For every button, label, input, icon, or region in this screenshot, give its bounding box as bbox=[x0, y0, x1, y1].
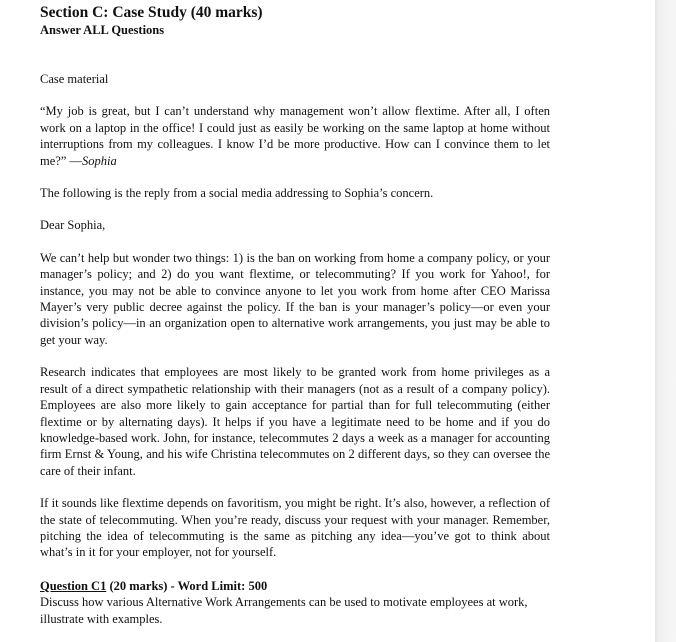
letter-salutation: Dear Sophia, bbox=[40, 218, 106, 233]
page-edge-scroll-area bbox=[655, 0, 676, 642]
case-quote-text: “My job is great, but I can’t understand why management won’t allow flextime. After all, I often work on a laptop in the office! I could just as easily be working on the same laptop at home without interruptions from my colleagues. I know I’d be more productive. How can I convince them to let me?” — bbox=[40, 104, 550, 168]
document-content bbox=[40, 4, 550, 627]
letter-paragraph-2: Research indicates that employees are most likely to be granted work from home privileges as a result of a direct sympathetic relationship with their managers (not as a result of a company policy). Employees are also more likely to gain acceptance for partial than for full telecommuting (either flextime or by alternating days). It helps if you have a legitimate need to be home and if you do knowledge-based work. John, for instance, telecommutes 2 days a week as a manager for accounting firm Ernst & Young, and his wife Christina telecommutes on 2 different days, so they can oversee the care of their infant. bbox=[40, 365, 550, 478]
question-heading bbox=[40, 578, 550, 594]
section-title: Section C: Case Study (40 marks) bbox=[40, 4, 263, 21]
case-quote-author: Sophia bbox=[82, 153, 117, 168]
question-text: Discuss how various Alternative Work Arrangements can be used to motivate employees at work, illustrate with examples. bbox=[40, 595, 528, 626]
case-material-label: Case material bbox=[40, 72, 109, 86]
letter-paragraph-3: If it sounds like flextime depends on favoritism, you might be right. It’s also, however, a reflection of the state of telecommuting. When you’re ready, discuss your request with your manager. Remember, pitching the idea of telecommuting is the same as pitching any idea—you’ve got to think about what’s in it for your employer, not for yourself. bbox=[40, 496, 550, 560]
question-marks: (20 marks) - Word Limit: 500 bbox=[106, 578, 268, 593]
letter-paragraph-1: We can’t help but wonder two things: 1) is the ban on working from home a company policy, or your manager’s policy; and 2) do you want flextime, or telecommuting? If you work for Yahoo!, for instance, you may not be able to convince anyone to let you work from home after CEO Marissa Mayer’s very public decree against the policy. If the ban is your manager’s policy—or even your division’s policy—in an organization open to alternative work arrangements, you just may be able to get your way. bbox=[40, 250, 550, 347]
question-label: Question C1 bbox=[40, 578, 107, 593]
case-intro: The following is the reply from a social media addressing to Sophia’s concern. bbox=[40, 186, 434, 201]
section-subtitle: Answer ALL Questions bbox=[40, 23, 165, 37]
case-quote bbox=[40, 103, 550, 169]
